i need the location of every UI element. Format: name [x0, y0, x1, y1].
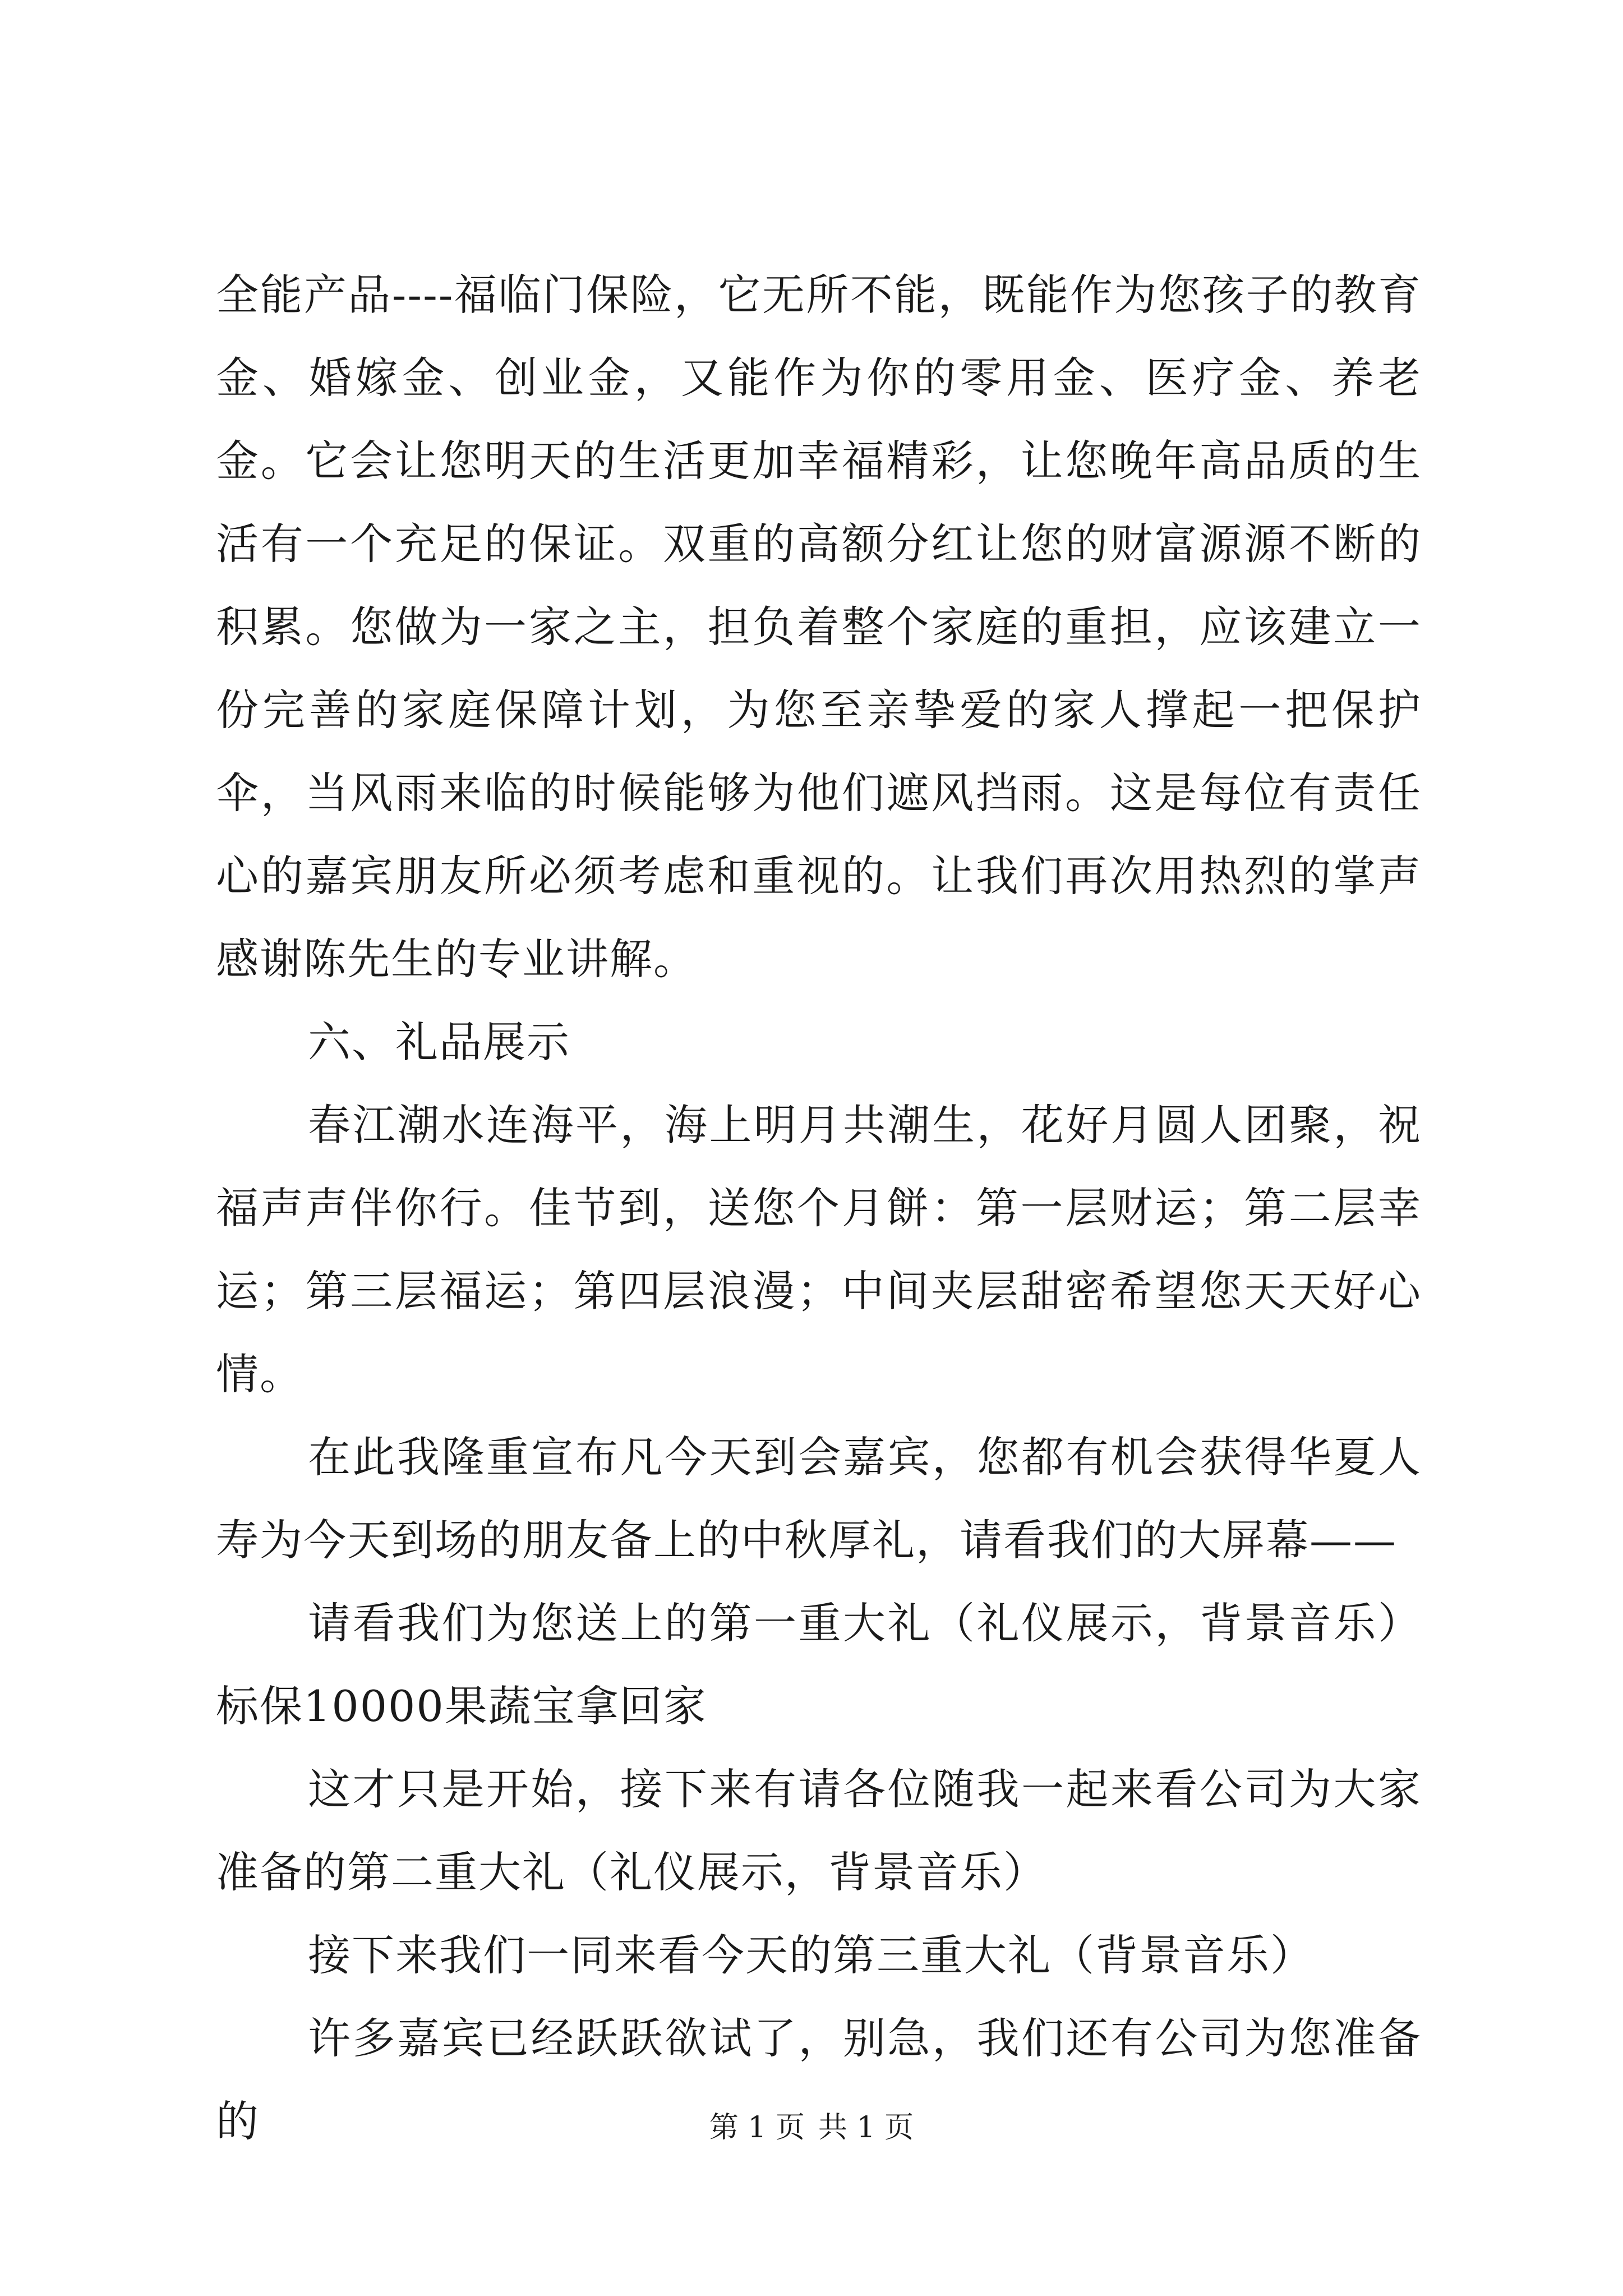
paragraph-second-gift: 这才只是开始，接下来有请各位随我一起来看公司为大家准备的第二重大礼（礼仪展示，背景音乐）	[216, 1764, 1422, 1897]
section-heading-gift-display: 六、礼品展示	[308, 1017, 570, 1067]
paragraph-announcement: 在此我隆重宣布凡今天到会嘉宾，您都有机会获得华夏人寿为今天到场的朋友备上的中秋厚礼，请看我们的大屏幕——	[216, 1432, 1422, 1565]
paragraph-third-gift: 接下来我们一同来看今天的第三重大礼（背景音乐）	[308, 1930, 1314, 1980]
page-number: 第 1 页	[709, 2111, 805, 2145]
document-body	[216, 254, 1422, 2163]
paragraph-festival-greeting: 春江潮水连海平，海上明月共潮生，花好月圆人团聚，祝福声声伴你行。佳节到，送您个月餅：第一层财运；第二层幸运；第三层福运；第四层浪漫；中间夹层甜密希望您天天好心情。	[216, 1100, 1422, 1399]
page-total: 共 1 页	[818, 2111, 914, 2145]
paragraph-insurance-intro: 全能产品----福临门保险，它无所不能，既能作为您孩子的教育金、婚嫁金、创业金，又能作为你的零用金、医疗金、养老金。它会让您明天的生活更加幸福精彩，让您晚年高品质的生活有一个充足的保证。双重的高额分红让您的财富源源不断的积累。您做为一家之主，担负着整个家庭的重担，应该建立一份完善的家庭保障计划，为您至亲挚爱的家人撑起一把保护伞，当风雨来临的时候能够为他们遮风挡雨。这是每位有责任心的嘉宾朋友所必须考虑和重视的。让我们再次用热烈的掌声感谢陈先生的专业讲解。	[216, 270, 1422, 984]
paragraph-closing: 许多嘉宾已经跃跃欲试了，别急，我们还有公司为您准备的	[216, 2013, 1422, 2146]
page-footer	[0, 2108, 1623, 2147]
paragraph-first-gift: 请看我们为您送上的第一重大礼（礼仪展示，背景音乐）标保10000果蔬宝拿回家	[216, 1598, 1422, 1731]
